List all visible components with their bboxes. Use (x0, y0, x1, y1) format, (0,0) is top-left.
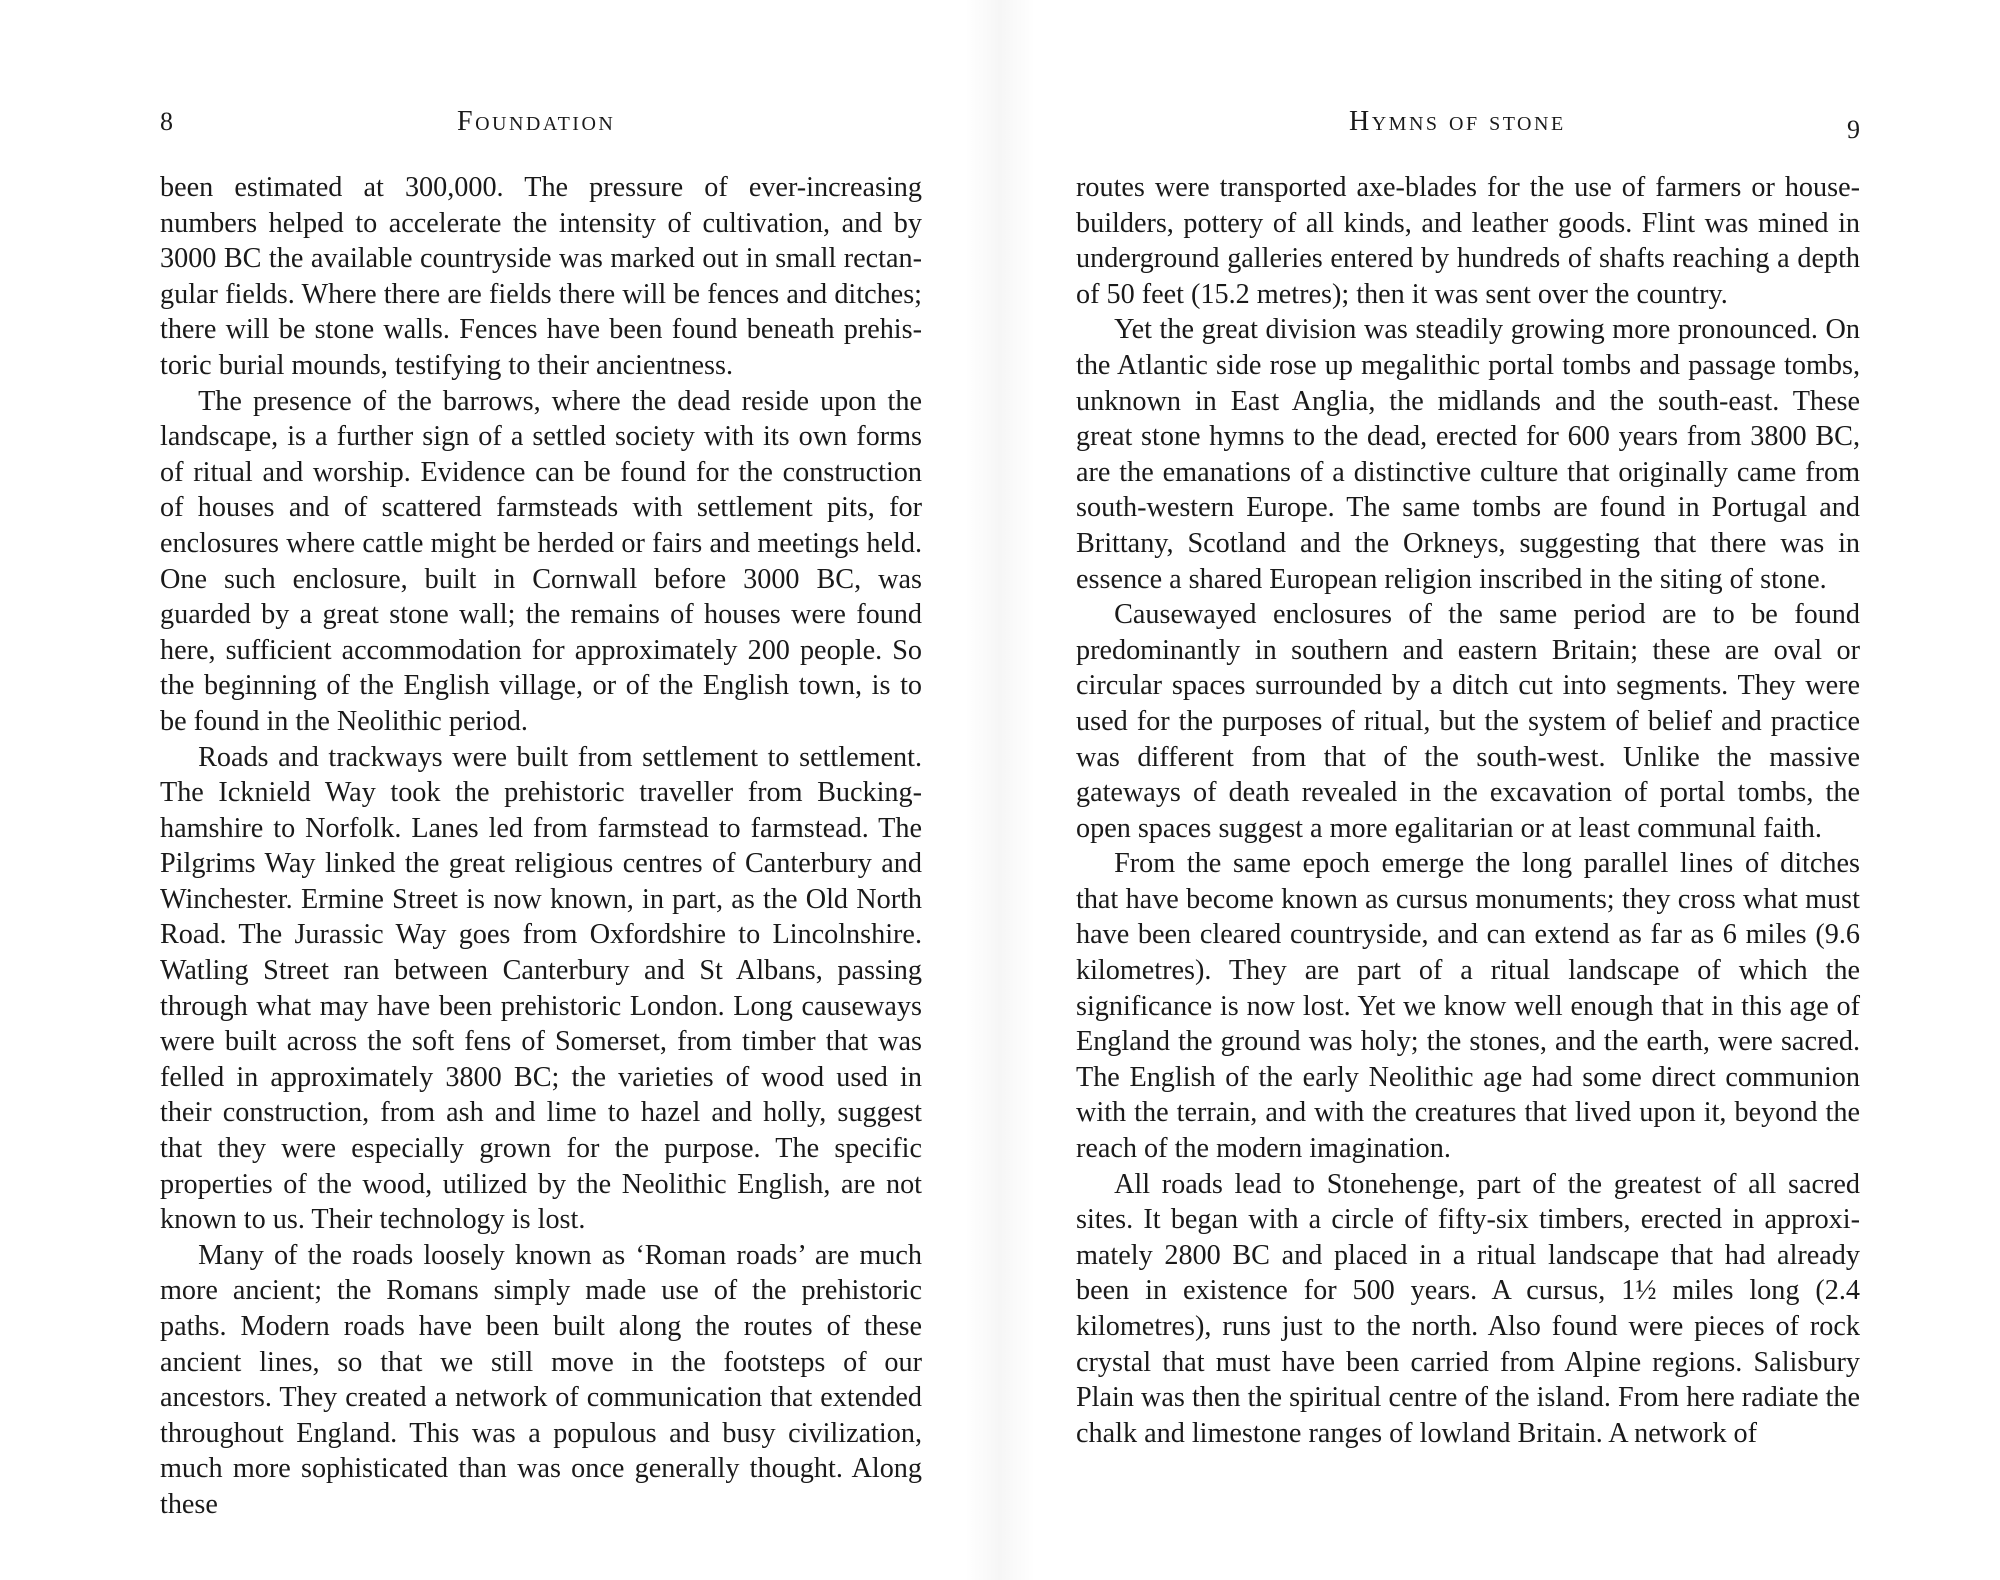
left-running-title: Foundation (457, 106, 616, 137)
left-page-number: 8 (160, 107, 173, 136)
right-page (1076, 0, 1860, 1580)
right-body-text (1076, 170, 1860, 1451)
right-paragraph-3: Causewayed enclosures of the same period are to be found predominantly in southern and eastern Britain; these are oval or circular spaces surrounded by a ditch cut into segments. They were used for the purposes of ritual, but the system of belief and practice was different from that of the south-west. Unlike the massive gateways of death revealed in the excavation of portal tombs, the open spaces suggest a more egalitarian or at least communal faith. (1076, 599, 1860, 844)
gutter-shadow (965, 0, 1035, 1580)
left-running-head (160, 104, 922, 140)
left-paragraph-2: The presence of the barrows, where the dead reside upon the landscape, is a further sign of a settled society with its own forms of ritual and worship. Evidence can be found for the construction of houses and of scattered farmsteads with settlement pits, for enclosures where cattle might be herded or fairs and meetings held. One such enclosure, built in Cornwall before 3000 BC, was guarded by a great stone wall; the remains of houses were found here, sufficient accommodation for approximately 200 people. So the beginning of the English village, or of the English town, is to be found in the Neolithic period. (160, 385, 922, 737)
right-paragraph-2: Yet the great division was steadily growing more pronounced. On the Atlantic side rose up megalithic portal tombs and passage tombs, unknown in East Anglia, the midlands and the south-east. These great stone hymns to the dead, erected for 600 years from 3800 BC, are the emanations of a distinctive culture that originally came from south-western Europe. The same tombs are found in Portugal and Brittany, Scotland and the Orkneys, suggesting that there was in essence a shared European religion inscribed in the siting of stone. (1076, 314, 1860, 595)
left-paragraph-1: been estimated at 300,000. The pressure of ever-increasing numbers helped to accelerate the intensity of cultivation, and by 3000 BC the available countryside was marked out in small rectangular fields. Where there are fields there will be fences and ditches; there will be stone walls. Fences have been found beneath prehistoric burial mounds, testifying to their ancientness. (160, 172, 922, 381)
right-paragraph-5: All roads lead to Stonehenge, part of the greatest of all sacred sites. It began with a circle of fifty-six timbers, erected in approximately 2800 BC and placed in a ritual landscape that had already been in existence for 500 years. A cursus, 1½ miles long (2.4 kilometres), runs just to the north. Also found were pieces of rock crystal that must have been carried from Alpine regions. Salisbury Plain was then the spiritual centre of the island. From here radiate the chalk and limestone ranges of lowland Britain. A network of (1076, 1168, 1860, 1449)
right-running-head (1076, 104, 1860, 144)
right-paragraph-1: routes were transported axe-blades for the use of farmers or housebuilders, pottery of all kinds, and leather goods. Flint was mined in underground galleries entered by hundreds of shafts reaching a depth of 50 feet (15.2 metres); then it was sent over the country. (1076, 172, 1860, 310)
left-page (160, 0, 922, 1580)
right-running-title: Hymns of stone (1349, 106, 1566, 137)
right-page-number: 9 (1847, 115, 1860, 144)
left-paragraph-3: Roads and trackways were built from settlement to settlement. The Icknield Way took the prehistoric traveller from Buckinghamshire to Norfolk. Lanes led from farmstead to farmstead. The Pilgrims Way linked the great religious centres of Canterbury and Winchester. Ermine Street is now known, in part, as the Old North Road. The Jurassic Way goes from Oxfordshire to Lincolnshire. Watling Street ran between Canterbury and St Albans, passing through what may have been prehistoric London. Long causeways were built across the soft fens of Somerset, from timber that was felled in approximately 3800 BC; the varieties of wood used in their construction, from ash and lime to hazel and holly, suggest that they were especially grown for the purpose. The specific properties of the wood, utilized by the Neolithic English, are not known to us. Their technology is lost. (160, 741, 922, 1236)
right-paragraph-4: From the same epoch emerge the long parallel lines of ditches that have become known as cursus monuments; they cross what must have been cleared countryside, and can extend as far as 6 miles (9.6 kilometres). They are part of a ritual landscape of which the significance is now lost. Yet we know well enough that in this age of England the ground was holy; the stones, and the earth, were sacred. The English of the early Neolithic age had some direct communion with the terrain, and with the creatures that lived upon it, beyond the reach of the modern imagination. (1076, 848, 1860, 1165)
left-body-text (160, 170, 922, 1523)
left-paragraph-4: Many of the roads loosely known as ‘Roman roads’ are much more ancient; the Romans simply made use of the prehistoric paths. Modern roads have been built along the routes of these ancient lines, so that we still move in the footsteps of our ancestors. They created a network of communication that extended throughout England. This was a populous and busy civilization, much more sophisticated than was once generally thought. Along these (160, 1239, 922, 1520)
